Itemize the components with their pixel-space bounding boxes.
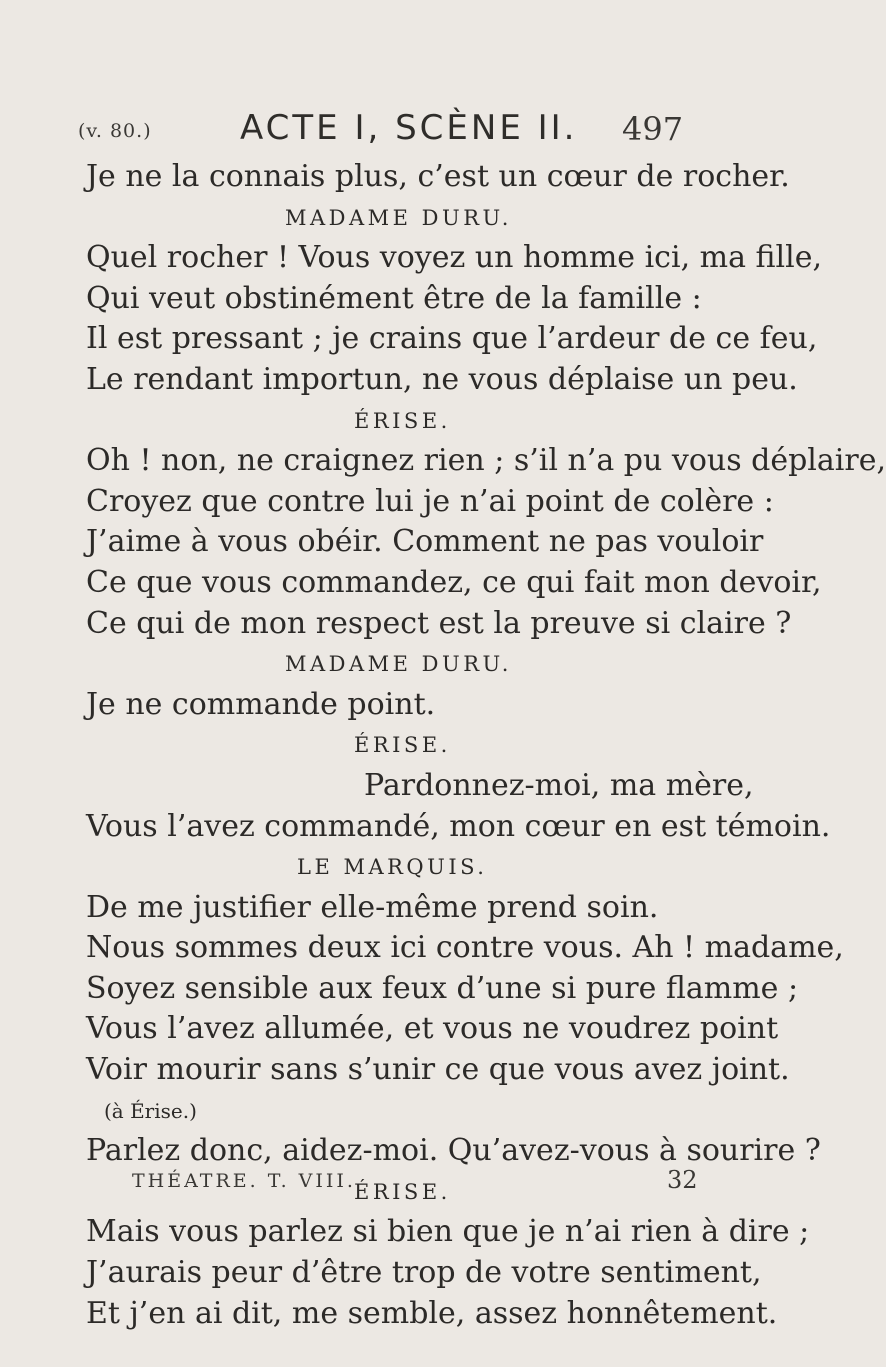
volume-title: THÉATRE. T. VIII. (132, 1170, 356, 1192)
verse-line: Soyez sensible aux feux d’une si pure flamme ; (86, 970, 799, 1006)
speaker-name: MADAME DURU. (285, 205, 512, 230)
verse-line: Croyez que contre lui je n’ai point de colère : (86, 483, 774, 519)
verse-line: J’aurais peur d’être trop de votre sentiment, (86, 1255, 762, 1291)
verse-line: Je ne la connais plus, c’est un cœur de rocher. (86, 159, 790, 194)
verse-line: De me justifier elle-même prend soin. (86, 889, 659, 925)
verse-line: Et j’en ai dit, me semble, assez honnêtement. (86, 1295, 778, 1331)
verse-line: Il est pressant ; je crains que l’ardeur de ce feu, (86, 321, 818, 357)
verse-line: Mais vous parlez si bien que je n’ai rien à dire ; (86, 1214, 810, 1250)
running-header (0, 108, 800, 158)
signature-mark: 32 (667, 1166, 698, 1194)
stage-direction: (à Érise.) (104, 1098, 197, 1123)
speaker-name: ÉRISE. (354, 408, 451, 433)
speaker-name: ÉRISE. (354, 733, 451, 758)
running-footer (0, 1162, 800, 1202)
verse-line: Vous l’avez commandé, mon cœur en est témoin. (86, 808, 831, 844)
verse-line: Voir mourir sans s’unir ce que vous avez joint. (86, 1052, 790, 1088)
act-scene-title: ACTE I, SCÈNE II. (240, 108, 578, 148)
verse-line: J’aime à vous obéir. Comment ne pas vouloir (86, 524, 764, 560)
speaker-name: ÉRISE. (354, 1179, 451, 1204)
verse-line: Ce qui de mon respect est la preuve si claire ? (86, 605, 792, 641)
page-number: 497 (622, 110, 684, 148)
verse-line: Nous sommes deux ici contre vous. Ah ! madame, (86, 930, 844, 966)
speaker-name: MADAME DURU. (285, 652, 512, 677)
verse-line: Quel rocher ! Vous voyez un homme ici, ma fille, (86, 240, 822, 276)
verse-reference: (v. 80.) (78, 120, 152, 142)
verse-line: Vous l’avez allumée, et vous ne voudrez point (86, 1011, 779, 1047)
verse-line: Le rendant importun, ne vous déplaise un peu. (86, 361, 798, 397)
verse-line: Oh ! non, ne craignez rien ; s’il n’a pu vous déplaire, (86, 443, 886, 479)
verse-line: Qui veut obstinément être de la famille : (86, 280, 702, 316)
verse-line: Parlez donc, aidez-moi. Qu’avez-vous à sourire ? (86, 1133, 821, 1169)
verse-line: Je ne commande point. (86, 686, 436, 722)
play-text (86, 157, 886, 1334)
verse-line: Ce que vous commandez, ce qui fait mon devoir, (86, 564, 822, 600)
speaker-name: LE MARQUIS. (297, 855, 488, 880)
verse-line: Pardonnez-moi, ma mère, (364, 767, 754, 803)
